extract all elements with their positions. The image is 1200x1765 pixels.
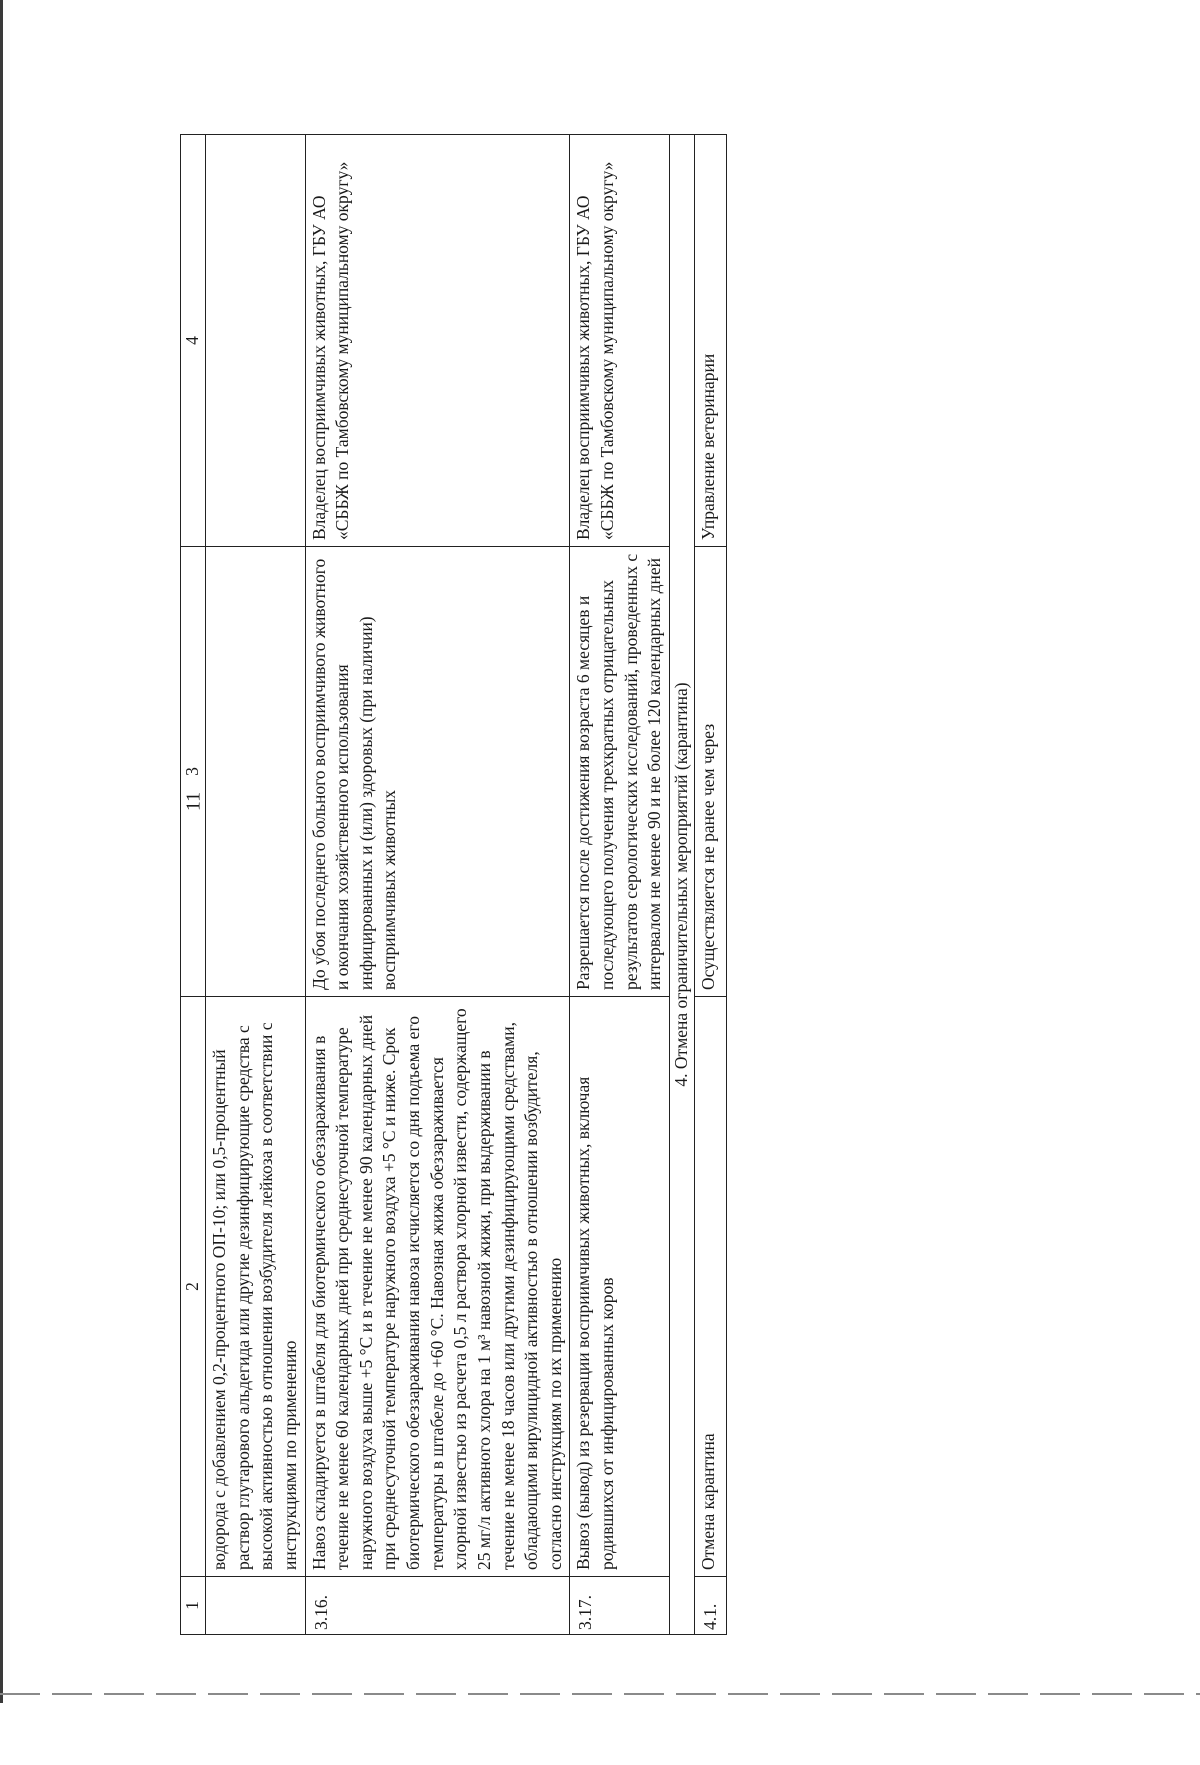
responsible-cell [206,135,306,547]
table-row [570,135,670,1635]
measure-cell: Вывоз (вывод) из резервации восприимчивых животных, включая родившихся от инфицированных коров [570,997,670,1577]
measures-table-container [180,135,1040,1635]
header-col-3: 3 [181,547,206,997]
table-row [206,135,306,1635]
responsible-cell: Управление ветеринарии [694,135,727,547]
row-number: 3.16. [305,1577,570,1635]
header-col-2: 2 [181,997,206,1577]
rotated-page-area [180,135,1080,1765]
page-number: 11 [182,791,205,812]
scan-edge [0,0,3,1703]
row-number [206,1577,306,1635]
measures-table [180,134,727,1635]
responsible-cell: Владелец восприимчивых животных, ГБУ АО «СББЖ по Тамбовскому муниципальному округу» [570,135,670,547]
table-header-row [181,135,206,1635]
term-cell: Осуществляется не ранее чем через [694,547,727,997]
table-row [305,135,570,1635]
term-cell: До убоя последнего больного восприимчивого животного и окончания хозяйственного использования инфицированных и (или) здоровых (при наличии) восприимчивых животных [305,547,570,997]
measure-cell: водорода с добавлением 0,2-процентного ОП-10; или 0,5-процентный раствор глутарового альдегида или другие дезинфицирующие средства с высокой активностью в отношении возбудителя лейкоза в соответствии с инструкциями по применению [206,997,306,1577]
term-cell [206,547,306,997]
section-heading-row [669,135,694,1635]
term-cell: Разрешается после достижения возраста 6 месяцев и последующего получения трехкратных отрицательных результатов серологических исследований, проведенных с интервалом не менее 90 и не более 120 календарных дней [570,547,670,997]
header-col-1: 1 [181,1577,206,1635]
row-number: 3.17. [570,1577,670,1635]
header-col-4: 4 [181,135,206,547]
responsible-cell: Владелец восприимчивых животных, ГБУ АО «СББЖ по Тамбовскому муниципальному округу» [305,135,570,547]
section-title: 4. Отмена ограничительных мероприятий (карантина) [669,135,694,1635]
row-number: 4.1. [694,1577,727,1635]
table-row [694,135,727,1635]
measure-cell: Отмена карантина [694,997,727,1577]
measure-cell: Навоз складируется в штабеля для биотермического обеззараживания в течение не менее 60 календарных дней при среднесуточной температуре наружного воздуха выше +5 °С и в течение не менее 90 календарных дней при среднесуточной температуре наружного воздуха +5 °С и ниже. Срок биотермического обеззараживания навоза исчисляется со дня подъема его температуры в штабеле до +60 °С. Навозная жижа обеззараживается хлорной известью из расчета 0,5 л раствора хлорной извести, содержащего 25 мг/л активного хлора на 1 м³ навозной жижи, при выдерживании в течение не менее 18 часов или другими дезинфицирующими средствами, обладающими вирулицидной активностью в отношении возбудителя, согласно инструкциям по их применению [305,997,570,1577]
